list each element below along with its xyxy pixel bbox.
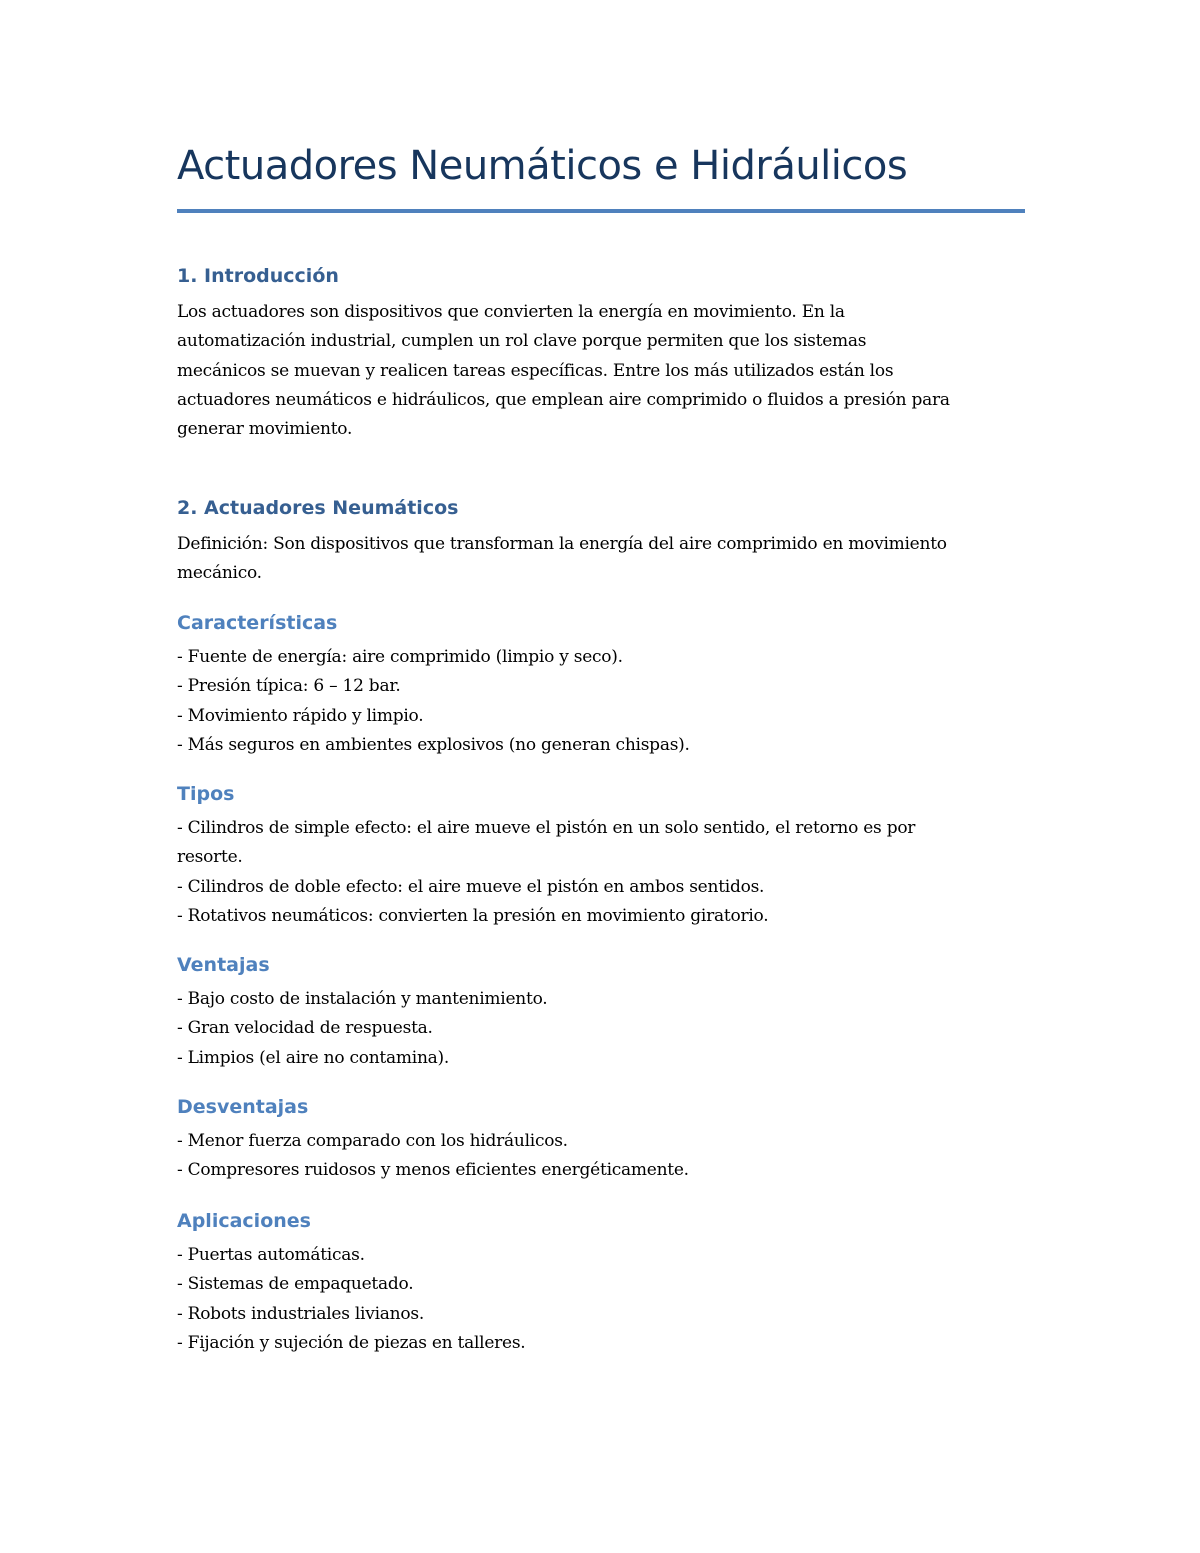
title-underline: [177, 209, 1025, 213]
list-item: - Robots industriales livianos.: [177, 1303, 424, 1324]
paragraph-line: mecánicos se muevan y realicen tareas específicas. Entre los más utilizados están los: [177, 360, 894, 381]
list-item: - Limpios (el aire no contamina).: [177, 1047, 450, 1068]
section-heading-introduccion: 1. Introducción: [177, 265, 339, 287]
list-item: - Puertas automáticas.: [177, 1245, 365, 1265]
subheading-tipos: Tipos: [177, 783, 235, 805]
list-item: resorte.: [177, 847, 243, 868]
list-aplicaciones: [177, 1241, 1025, 1358]
subheading-desventajas: Desventajas: [177, 1096, 309, 1118]
paragraph-line: automatización industrial, cumplen un rol clave porque permiten que los sistemas: [177, 331, 867, 352]
list-item: - Compresores ruidosos y menos eficientes energéticamente.: [177, 1160, 689, 1181]
list-item: - Fijación y sujeción de piezas en talleres.: [177, 1332, 526, 1353]
list-item: - Presión típica: 6 – 12 bar.: [177, 676, 401, 697]
list-item: - Bajo costo de instalación y mantenimiento.: [177, 989, 548, 1009]
paragraph-line: mecánico.: [177, 563, 262, 584]
paragraph-line: generar movimiento.: [177, 419, 353, 440]
list-item: - Cilindros de doble efecto: el aire mueve el pistón en ambos sentidos.: [177, 876, 765, 897]
list-item: - Menor fuerza comparado con los hidráulicos.: [177, 1131, 568, 1151]
list-item: - Cilindros de simple efecto: el aire mueve el pistón en un solo sentido, el retorno es por: [177, 818, 916, 838]
subheading-ventajas: Ventajas: [177, 954, 270, 976]
subheading-caracteristicas: Características: [177, 612, 338, 634]
list-item: - Gran velocidad de respuesta.: [177, 1018, 433, 1039]
list-item: - Fuente de energía: aire comprimido (limpio y seco).: [177, 647, 623, 667]
list-ventajas: [177, 985, 1025, 1073]
list-item: - Más seguros en ambientes explosivos (no generan chispas).: [177, 734, 690, 755]
list-item: - Rotativos neumáticos: convierten la presión en movimiento giratorio.: [177, 905, 769, 926]
subheading-aplicaciones: Aplicaciones: [177, 1210, 311, 1232]
list-item: - Movimiento rápido y limpio.: [177, 705, 424, 726]
list-desventajas: [177, 1127, 1025, 1186]
paragraph-line: actuadores neumáticos e hidráulicos, que emplean aire comprimido o fluidos a presión para: [177, 389, 950, 410]
intro-paragraph: [177, 298, 1025, 444]
list-item: - Sistemas de empaquetado.: [177, 1274, 414, 1295]
list-caracteristicas: [177, 643, 1025, 760]
paragraph-line: Definición: Son dispositivos que transforman la energía del aire comprimido en movimiento: [177, 534, 947, 554]
list-tipos: [177, 814, 1025, 931]
definition-paragraph: [177, 530, 1025, 589]
document-title: Actuadores Neumáticos e Hidráulicos: [177, 143, 908, 189]
section-heading-neumaticos: 2. Actuadores Neumáticos: [177, 497, 459, 519]
paragraph-line: Los actuadores son dispositivos que convierten la energía en movimiento. En la: [177, 302, 845, 322]
